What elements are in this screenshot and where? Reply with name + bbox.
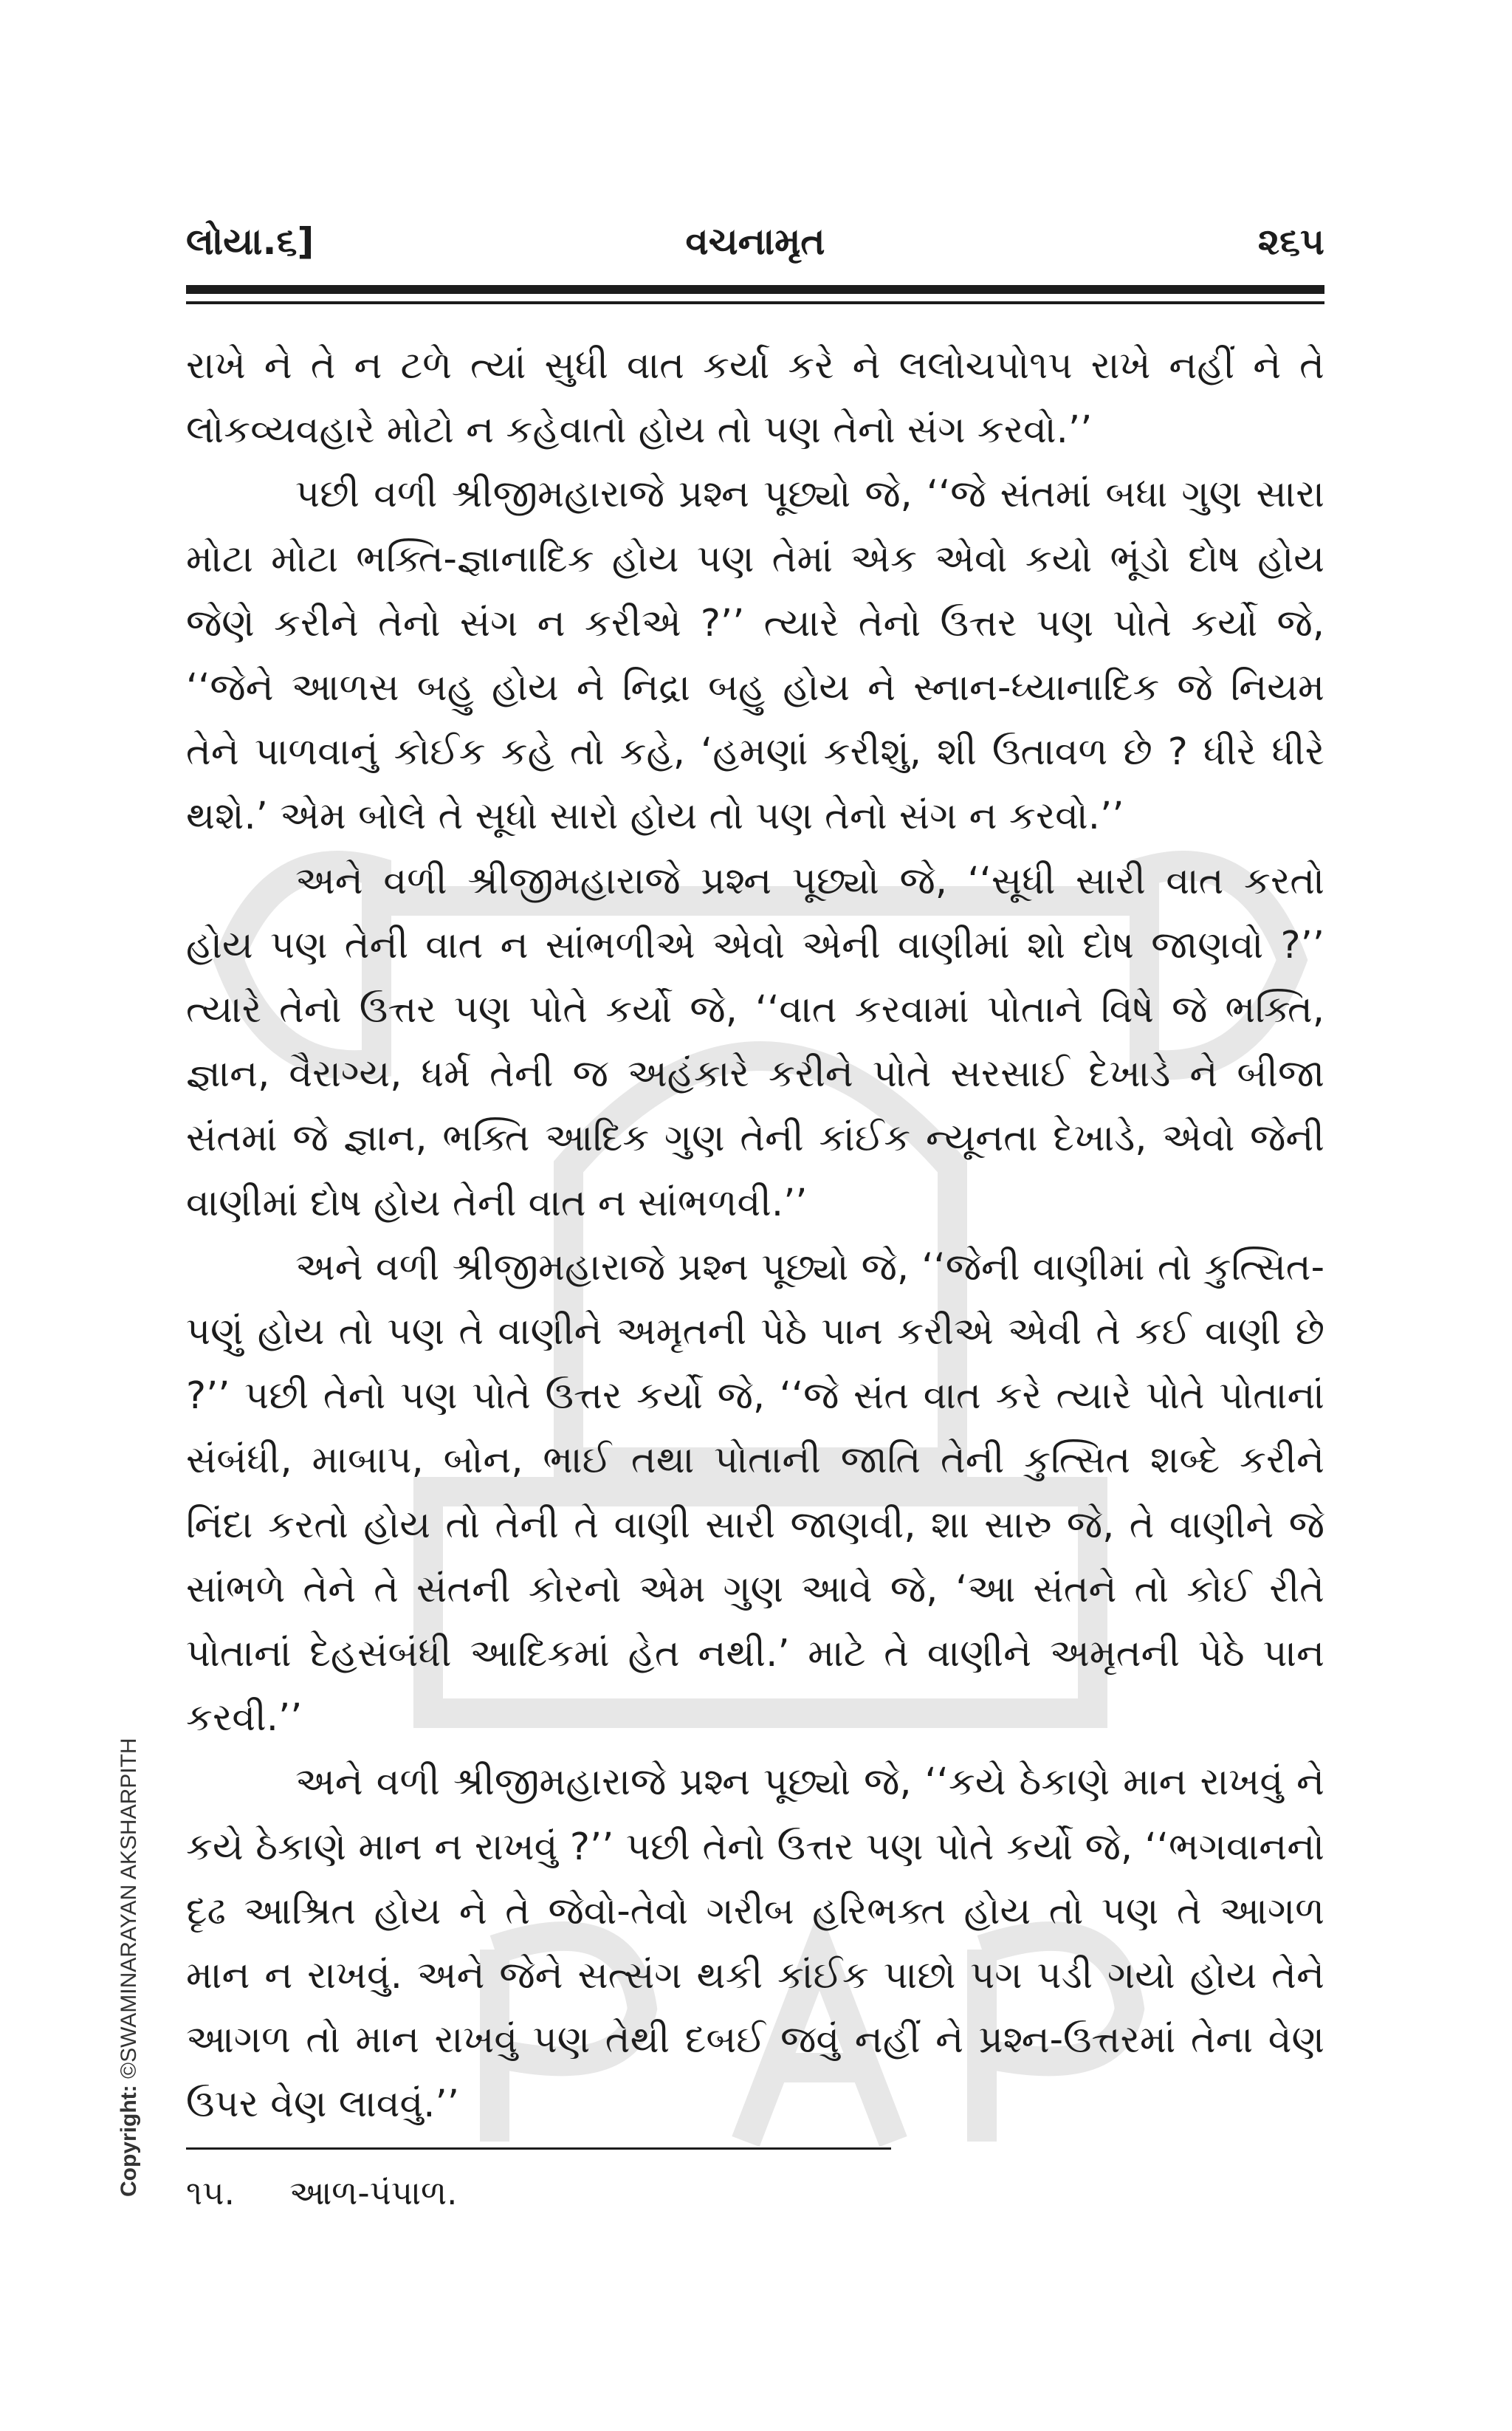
header-chapter-ref: લોયા.૬]	[186, 220, 315, 263]
footnote-divider	[186, 2147, 891, 2150]
paragraph-5: અને વળી શ્રીજીમહારાજે પ્રશ્ન પૂછ્યો જે, ‘‘કયે ઠેકાણે માન રાખવું ને કયે ઠેકાણે માન ન રાખવું ?’’ પછી તેનો ઉત્તર પણ પોતે કર્યો જે, ‘‘ભગવાનનો દૃઢ આશ્રિત હોય ને તે જેવો-તેવો ગરીબ હરિભક્ત હોય તો પણ તે આગળ માન ન રાખવું. અને જેને સત્સંગ થકી કાંઈક પાછો પગ પડી ગયો હોય તેને આગળ તો માન રાખવું પણ તેથી દબઈ જવું નહીં ને પ્રશ્ન-ઉત્તરમાં તેના વેણ ઉપર વેણ લાવવું.’’	[186, 1760, 1324, 2127]
copyright-label: Copyright:	[117, 2085, 141, 2197]
header-page-number: ૨૬૫	[1257, 220, 1324, 263]
paragraph-2: પછી વળી શ્રીજીમહારાજે પ્રશ્ન પૂછ્યો જે, ‘‘જે સંતમાં બધા ગુણ સારા મોટા મોટા ભક્તિ-જ્ઞાનાદિક હોય પણ તેમાં એક એવો કયો ભૂંડો દોષ હોય જેણે કરીને તેનો સંગ ન કરીએ ?’’ ત્યારે તેનો ઉત્તર પણ પોતે કર્યો જે, ‘‘જેને આળસ બહુ હોય ને નિદ્રા બહુ હોય ને સ્નાન-ધ્યાનાદિક જે નિયમ તેને પાળવાનું કોઈક કહે તો કહે, ‘હમણાં કરીશું, શી ઉતાવળ છે ? ધીરે ધીરે થશે.’ એમ બોલે તે સૂધો સારો હોય તો પણ તેનો સંગ ન કરવો.’’	[186, 473, 1324, 839]
running-header	[186, 220, 1324, 279]
footnote-number: ૧૫.	[186, 2173, 235, 2212]
footnote-text: આળ-પંપાળ.	[289, 2173, 458, 2212]
footnote	[186, 2171, 457, 2215]
paragraph-1: રાખે ને તે ન ટળે ત્યાં સુધી વાત કર્યા કરે ને લલોચપો૧૫ રાખે નહીં ને તે લોકવ્યવહારે મોટો ન કહેવાતો હોય તો પણ તેનો સંગ કરવો.’’	[186, 344, 1324, 453]
copyright-notice	[117, 1738, 142, 2197]
header-book-title: વચનામૃત	[685, 220, 825, 263]
body-text	[186, 334, 1324, 2137]
paragraph-4: અને વળી શ્રીજીમહારાજે પ્રશ્ન પૂછ્યો જે, ‘‘જેની વાણીમાં તો કુત્સિત-પણું હોય તો પણ તે વાણીને અમૃતની પેઠે પાન કરીએ એવી તે કઈ વાણી છે ?’’ પછી તેનો પણ પોતે ઉત્તર કર્યો જે, ‘‘જે સંત વાત કરે ત્યારે પોતે પોતાનાં સંબંધી, માબાપ, બોન, ભાઈ તથા પોતાની જાતિ તેની કુત્સિત શબ્દે કરીને નિંદા કરતો હોય તો તેની તે વાણી સારી જાણવી, શા સારુ જે, તે વાણીને જે સાંભળે તેને તે સંતની કોરનો એમ ગુણ આવે જે, ‘આ સંતને તો કોઈ રીતે પોતાનાં દેહસંબંધી આદિકમાં હેત નથી.’ માટે તે વાણીને અમૃતની પેઠે પાન કરવી.’’	[186, 1245, 1324, 1741]
header-rule-thick	[186, 285, 1324, 294]
paragraph-3: અને વળી શ્રીજીમહારાજે પ્રશ્ન પૂછ્યો જે, ‘‘સૂધી સારી વાત કરતો હોય પણ તેની વાત ન સાંભળીએ એવો એની વાણીમાં શો દોષ જાણવો ?’’ ત્યારે તેનો ઉત્તર પણ પોતે કર્યો જે, ‘‘વાત કરવામાં પોતાને વિષે જે ભક્તિ, જ્ઞાન, વૈરાગ્ય, ધર્મ તેની જ અહંકારે કરીને પોતે સરસાઈ દેખાડે ને બીજા સંતમાં જે જ્ઞાન, ભક્તિ આદિક ગુણ તેની કાંઈક ન્યૂનતા દેખાડે, એવો જેની વાણીમાં દોષ હોય તેની વાત ન સાંભળવી.’’	[186, 859, 1324, 1225]
copyright-text: ©SWAMINARAYAN AKSHARPITH	[117, 1738, 141, 2085]
header-rule-thin	[186, 301, 1324, 304]
